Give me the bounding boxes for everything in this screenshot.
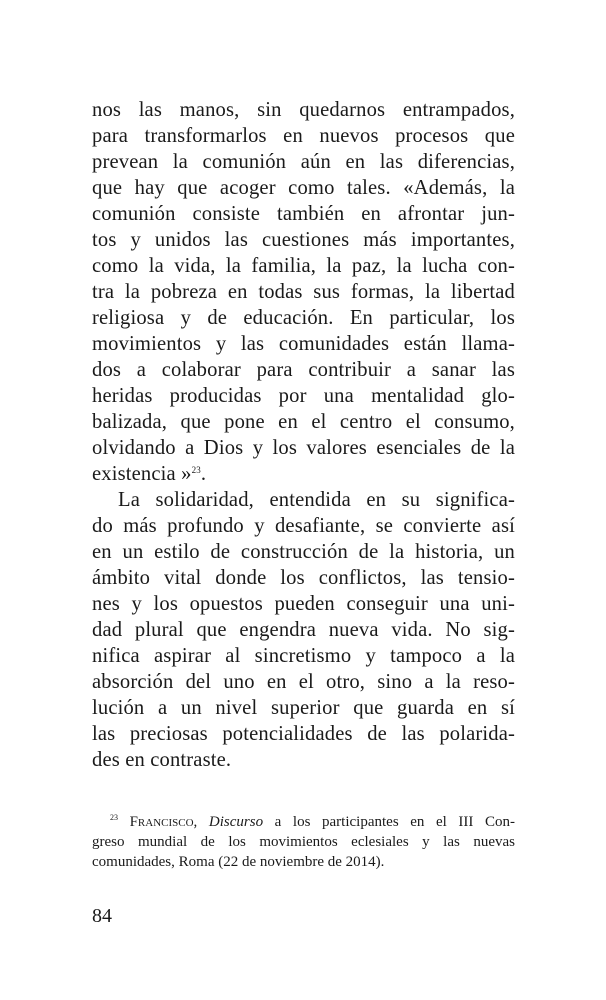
- text-line: do más profundo y desafiante, se convierte así: [92, 515, 515, 537]
- text-line-last: des en contraste.: [92, 749, 232, 771]
- footnote-line1-rest: a los participantes en el III Con-: [263, 814, 515, 830]
- paragraph-2: [92, 487, 515, 773]
- text-line: heridas producidas por una mentalidad glo-: [92, 385, 515, 407]
- text-line: prevean la comunión aún en las diferencias,: [92, 151, 515, 173]
- text-line: lución a un nivel superior que guarda en sí: [92, 697, 515, 719]
- text-line: las preciosas potencialidades de las polarida-: [92, 723, 515, 745]
- text-line: nos las manos, sin quedarnos entrampados,: [92, 99, 515, 121]
- text-line: nes y los opuestos pueden conseguir una uni-: [92, 593, 515, 615]
- text-line: tra la pobreza en todas sus formas, la libertad: [92, 281, 515, 303]
- footnote: [92, 812, 515, 872]
- text-line: tos y unidos las cuestiones más importantes,: [92, 229, 515, 251]
- text-line: balizada, que pone en el centro el consumo,: [92, 411, 515, 433]
- text-line: La solidaridad, entendida en su significa-: [118, 489, 515, 511]
- text-line: absorción del uno en el otro, sino a la reso-: [92, 671, 515, 693]
- last-line-text: existencia »: [92, 463, 192, 485]
- footnote-number: 23: [110, 813, 118, 822]
- page-number: 84: [92, 905, 112, 927]
- footnote-author: Francisco,: [129, 814, 198, 830]
- text-line: dos a colaborar para contribuir a sanar las: [92, 359, 515, 381]
- text-line: nifica aspirar al sincretismo y tampoco a la: [92, 645, 515, 667]
- text-line: en un estilo de construcción de la historia, un: [92, 541, 515, 563]
- text-line: movimientos y las comunidades están llama-: [92, 333, 515, 355]
- footnote-line: comunidades, Roma (22 de noviembre de 2014).: [92, 854, 385, 870]
- text-line: ámbito vital donde los conflictos, las tensio-: [92, 567, 515, 589]
- footnote-work: Discurso: [208, 814, 264, 830]
- last-line-end: .: [200, 463, 207, 485]
- text-line: que hay que acoger como tales. «Además, la: [92, 177, 515, 199]
- footnote-line: [92, 812, 515, 832]
- footnote-reference: 23: [191, 465, 201, 475]
- text-line-last: [92, 461, 515, 487]
- text-line: religiosa y de educación. En particular, los: [92, 307, 515, 329]
- paragraph-1: [92, 97, 515, 487]
- text-line: comunión consiste también en afrontar jun-: [92, 203, 515, 225]
- main-text: [92, 97, 515, 773]
- text-line: dad plural que engendra nueva vida. No sig-: [92, 619, 515, 641]
- text-line: olvidando a Dios y los valores esenciales de la: [92, 437, 515, 459]
- footnote-line: greso mundial de los movimientos eclesiales y las nuevas: [92, 834, 515, 850]
- text-line: como la vida, la familia, la paz, la lucha con-: [92, 255, 515, 277]
- text-line: para transformarlos en nuevos procesos que: [92, 125, 515, 147]
